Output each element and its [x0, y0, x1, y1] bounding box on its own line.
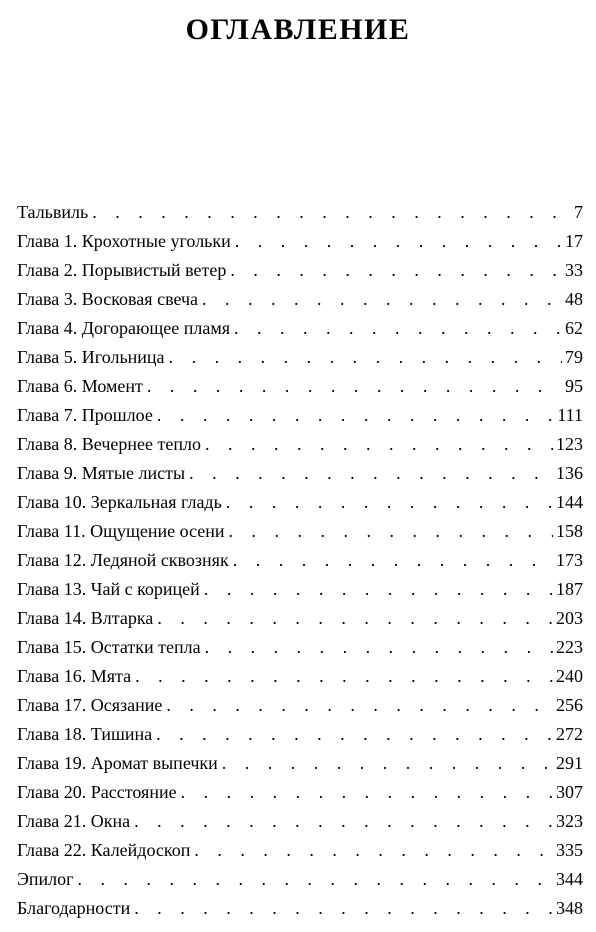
toc-entry-page: 291 — [556, 753, 583, 773]
toc-entry-page: 95 — [565, 376, 583, 396]
toc-entry[interactable] — [17, 546, 583, 575]
dot-leader — [202, 285, 562, 314]
toc-entry[interactable] — [17, 575, 583, 604]
toc-entry[interactable] — [17, 343, 583, 372]
toc-entry-page: 48 — [565, 289, 583, 309]
toc-entry[interactable] — [17, 256, 583, 285]
dot-leader — [135, 662, 553, 691]
toc-entry-page: 256 — [556, 695, 583, 715]
dot-leader — [205, 430, 553, 459]
toc-entry[interactable] — [17, 488, 583, 517]
toc-entry-label: Глава 22. Калейдоскоп — [17, 840, 191, 860]
toc-entry-page: 348 — [556, 898, 583, 918]
dot-leader — [234, 314, 562, 343]
toc-entry[interactable] — [17, 285, 583, 314]
toc-entry-label: Глава 21. Окна — [17, 811, 131, 831]
toc-entry-label: Глава 18. Тишина — [17, 724, 153, 744]
toc-entry-label: Глава 4. Догорающее пламя — [17, 318, 231, 338]
toc-entry-label: Глава 14. Влтарка — [17, 608, 154, 628]
toc-entry-label: Глава 9. Мятые листы — [17, 463, 186, 483]
toc-entry[interactable] — [17, 372, 583, 401]
toc-entry-page: 62 — [565, 318, 583, 338]
toc-entry-label: Глава 10. Зеркальная гладь — [17, 492, 222, 512]
dot-leader — [92, 198, 571, 227]
toc-entry[interactable] — [17, 749, 583, 778]
toc-entry-page: 307 — [556, 782, 583, 802]
toc-entry-page: 17 — [565, 231, 583, 251]
toc-entry-page: 173 — [556, 550, 583, 570]
toc-entry-label: Глава 20. Расстояние — [17, 782, 177, 802]
toc-entry-page: 136 — [556, 463, 583, 483]
toc-entry-page: 272 — [556, 724, 583, 744]
toc-entry-label: Эпилог — [17, 869, 74, 889]
dot-leader — [166, 691, 553, 720]
table-of-contents — [17, 198, 583, 923]
toc-entry[interactable] — [17, 198, 583, 227]
toc-entry-page: 144 — [556, 492, 583, 512]
toc-entry-label: Благодарности — [17, 898, 131, 918]
toc-entry-label: Глава 5. Игольница — [17, 347, 165, 367]
dot-leader — [194, 836, 553, 865]
toc-entry-label: Глава 11. Ощущение осени — [17, 521, 225, 541]
toc-entry[interactable] — [17, 836, 583, 865]
toc-entry-label: Глава 6. Момент — [17, 376, 143, 396]
dot-leader — [189, 459, 553, 488]
toc-entry-page: 240 — [556, 666, 583, 686]
dot-leader — [147, 372, 562, 401]
toc-entry-page: 323 — [556, 811, 583, 831]
dot-leader — [233, 546, 553, 575]
toc-entry-label: Глава 8. Вечернее тепло — [17, 434, 201, 454]
toc-entry[interactable] — [17, 662, 583, 691]
dot-leader — [169, 343, 562, 372]
dot-leader — [156, 720, 553, 749]
toc-entry-label: Глава 15. Остатки тепла — [17, 637, 201, 657]
toc-entry[interactable] — [17, 691, 583, 720]
dot-leader — [134, 807, 553, 836]
toc-entry-label: Тальвиль — [17, 202, 89, 222]
dot-leader — [204, 575, 553, 604]
dot-leader — [235, 227, 562, 256]
toc-entry[interactable] — [17, 778, 583, 807]
dot-leader — [78, 865, 553, 894]
toc-entry[interactable] — [17, 604, 583, 633]
toc-entry-label: Глава 13. Чай с корицей — [17, 579, 200, 599]
toc-entry-label: Глава 2. Порывистый ветер — [17, 260, 227, 280]
toc-entry[interactable] — [17, 517, 583, 546]
page-title: ОГЛАВЛЕНИЕ — [185, 13, 411, 46]
toc-entry[interactable] — [17, 227, 583, 256]
dot-leader — [181, 778, 553, 807]
toc-entry[interactable] — [17, 807, 583, 836]
dot-leader — [226, 488, 553, 517]
dot-leader — [228, 517, 553, 546]
toc-entry-page: 223 — [556, 637, 583, 657]
toc-entry-page: 111 — [557, 405, 583, 425]
toc-entry-page: 335 — [556, 840, 583, 860]
dot-leader — [222, 749, 553, 778]
dot-leader — [157, 604, 553, 633]
toc-entry[interactable] — [17, 720, 583, 749]
toc-entry[interactable] — [17, 865, 583, 894]
toc-entry[interactable] — [17, 430, 583, 459]
toc-entry-page: 79 — [565, 347, 583, 367]
toc-entry-page: 203 — [556, 608, 583, 628]
dot-leader — [157, 401, 555, 430]
toc-entry-page: 7 — [574, 202, 583, 222]
toc-entry-label: Глава 16. Мята — [17, 666, 132, 686]
toc-entry-label: Глава 3. Восковая свеча — [17, 289, 199, 309]
toc-entry-page: 158 — [556, 521, 583, 541]
toc-entry[interactable] — [17, 894, 583, 923]
toc-entry-page: 344 — [556, 869, 583, 889]
dot-leader — [230, 256, 562, 285]
toc-entry-page: 33 — [565, 260, 583, 280]
toc-entry-label: Глава 1. Крохотные угольки — [17, 231, 231, 251]
toc-entry-page: 187 — [556, 579, 583, 599]
toc-entry[interactable] — [17, 401, 583, 430]
dot-leader — [205, 633, 553, 662]
toc-entry-label: Глава 12. Ледяной сквозняк — [17, 550, 229, 570]
toc-entry[interactable] — [17, 459, 583, 488]
toc-entry-label: Глава 19. Аромат выпечки — [17, 753, 218, 773]
toc-entry-page: 123 — [556, 434, 583, 454]
toc-entry[interactable] — [17, 633, 583, 662]
dot-leader — [134, 894, 553, 923]
toc-entry-label: Глава 7. Прошлое — [17, 405, 153, 425]
toc-entry[interactable] — [17, 314, 583, 343]
toc-entry-label: Глава 17. Осязание — [17, 695, 163, 715]
